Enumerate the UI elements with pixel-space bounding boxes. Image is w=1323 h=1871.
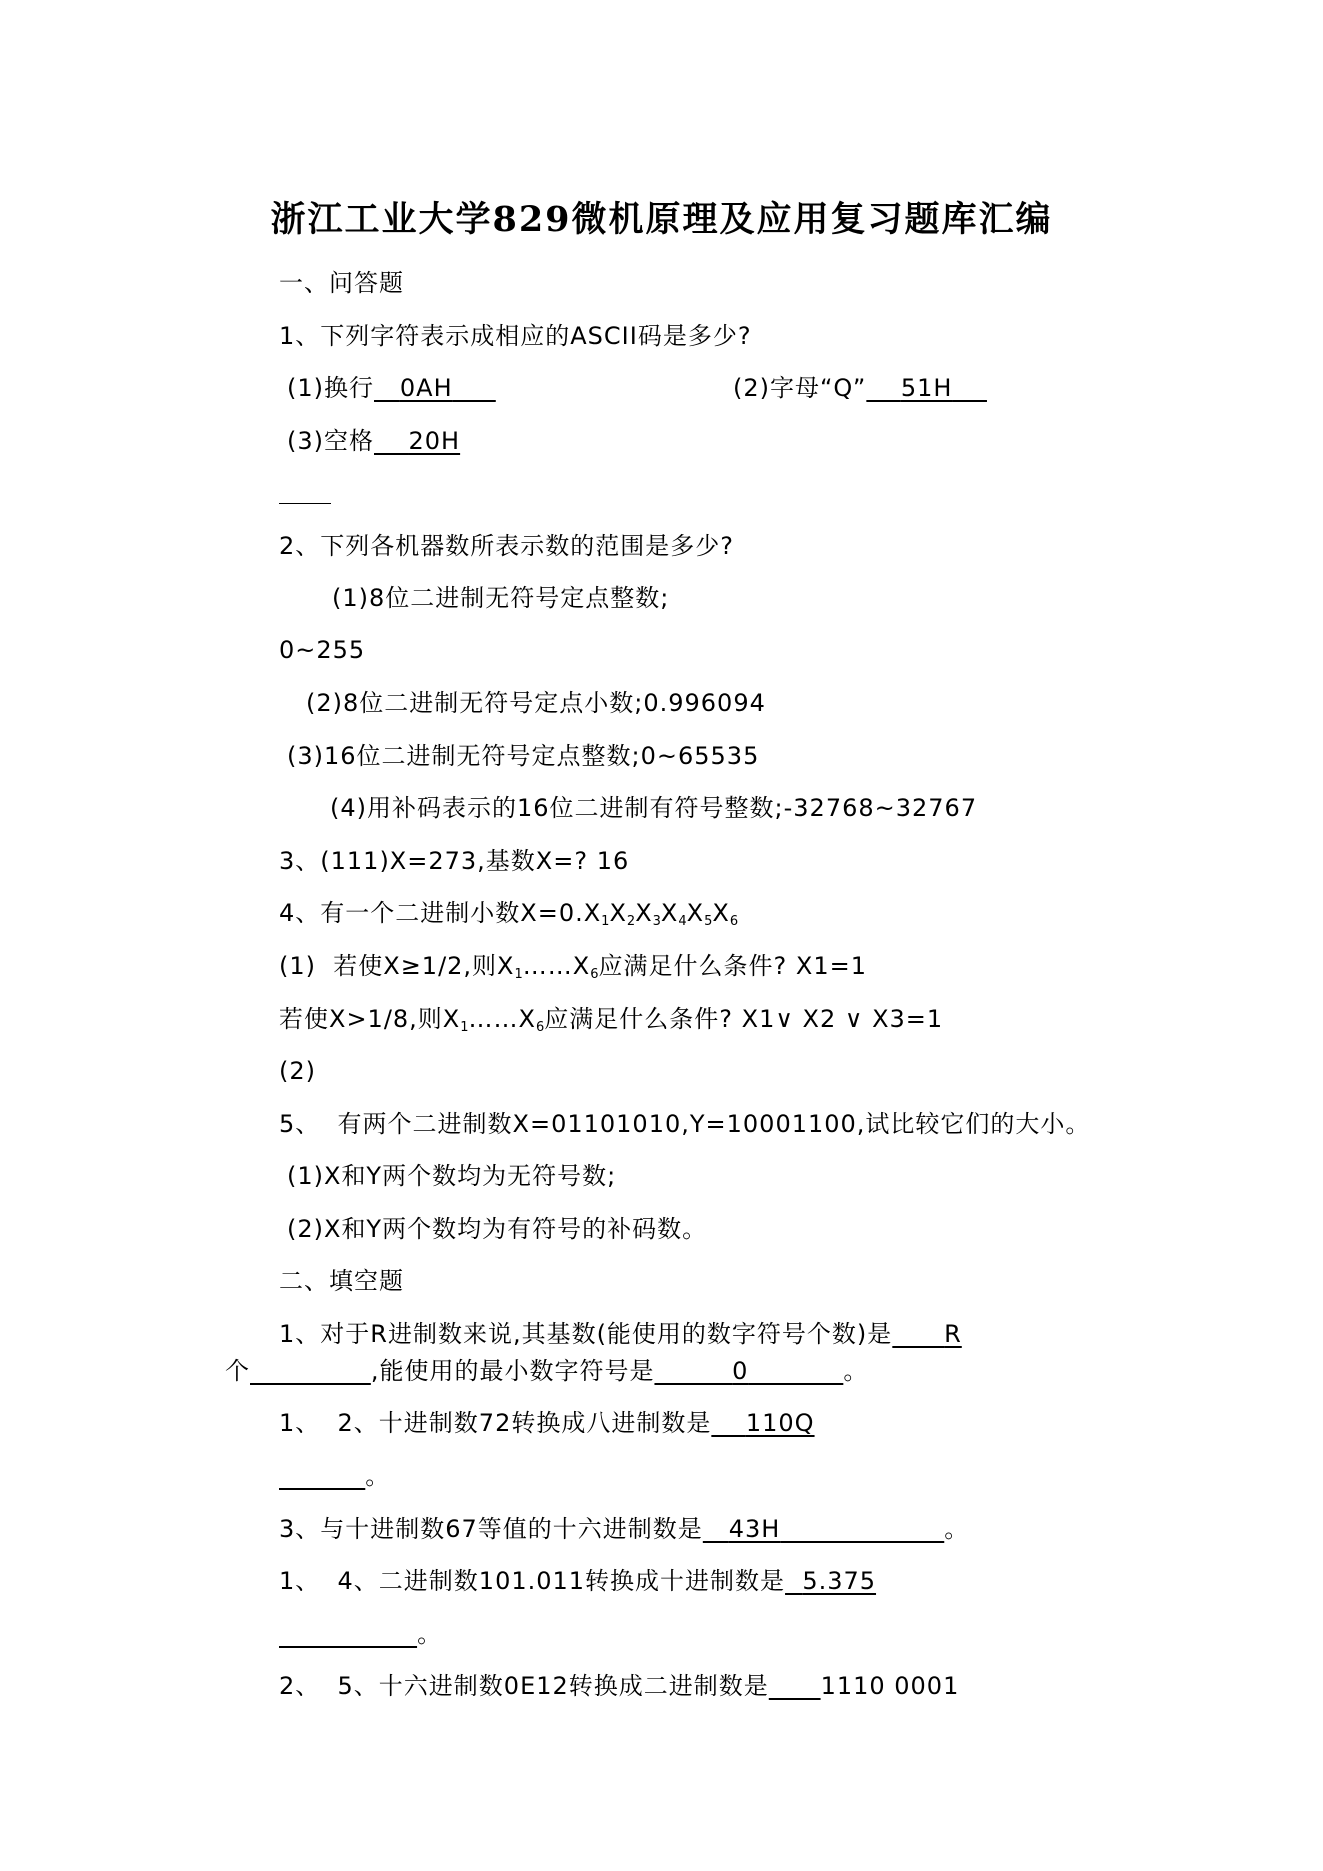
q1-part-b: [733, 373, 987, 403]
q5-stem: 5、 有两个二进制数X=01101010,Y=10001100,试比较它们的大小。: [279, 1110, 1091, 1138]
fill-q2-blank: [279, 1462, 365, 1490]
fill-q3-answer: 43H: [728, 1515, 781, 1543]
q1-part-a-label: (1)换行: [287, 374, 374, 402]
q2-part-d: (4)用补码表示的16位二进制有符号整数;-32768~32767: [330, 794, 978, 822]
q1-part-c-answer: 20H: [408, 427, 461, 455]
fill-q1-answer-1: R: [944, 1320, 962, 1348]
q4-part-1: (1) 若使X≥1/2,则$X_1\dots\dots X_6$应满足什么条件? X1=1: [279, 952, 867, 982]
q1-part-a-answer: 0AH: [399, 374, 453, 402]
q2-part-c: (3)16位二进制无符号定点整数;0~65535: [287, 742, 760, 770]
q3: 3、(111)X=273,基数X=? 16: [279, 847, 630, 875]
q4-part-3: (2): [279, 1057, 316, 1085]
section-heading-qa: 一、问答题: [279, 269, 404, 297]
q2-stem: 2、下列各机器数所表示数的范围是多少?: [279, 532, 735, 560]
q5-part-a: (1)X和Y两个数均为无符号数;: [287, 1162, 617, 1190]
fill-q5-answer: [769, 1672, 821, 1700]
q4-part-2: 若使X>1/8,则$X_1\dots\dots X_6$应满足什么条件? X1∨ X2 ∨ X3=1: [279, 1005, 944, 1035]
fill-q1-blank: [250, 1357, 371, 1385]
q2-part-b: (2)8位二进制无符号定点小数;0.996094: [306, 689, 766, 717]
fill-q5: 2、 5、十六进制数0E12转换成二进制数是 1110 0001: [279, 1672, 960, 1700]
answer-blank-line: [279, 503, 331, 504]
section-heading-fill-blank: 二、填空题: [279, 1267, 404, 1295]
fill-q4-tail: 。: [279, 1619, 442, 1649]
q1-part-b-label: (2)字母“Q”: [733, 374, 867, 402]
fill-q2: 1、 2、十进制数72转换成八进制数是 110Q: [279, 1409, 815, 1437]
fill-q4: 1、 4、二进制数101.011转换成十进制数是 5.375: [279, 1567, 877, 1595]
q1-part-a: [287, 373, 496, 403]
q1-part-c: [287, 426, 460, 456]
q1-stem: 1、下列字符表示成相应的ASCII码是多少?: [279, 322, 752, 350]
fill-q2-answer: 110Q: [745, 1409, 815, 1437]
q4-stem: 4、有一个二进制小数$X=0.X_1X_2X_3X_4X_5X_6$: [279, 899, 739, 929]
q2-part-a-answer: 0~255: [279, 636, 366, 664]
fill-q3: 3、与十进制数67等值的十六进制数是 43H 。: [279, 1515, 970, 1543]
document-title: 浙江工业大学829微机原理及应用复习题库汇编: [270, 199, 1053, 240]
q1-part-b-answer: 51H: [900, 374, 953, 402]
fill-q2-tail: 。: [279, 1461, 390, 1491]
fill-q1-answer-2: 0: [732, 1357, 749, 1385]
fill-q1-line1: 1、对于R进制数来说,其基数(能使用的数字符号个数)是 R: [279, 1320, 962, 1348]
fill-q1-line2: 个 ,能使用的最小数字符号是 0 。: [225, 1357, 869, 1385]
q2-part-a: (1)8位二进制无符号定点整数;: [332, 584, 670, 612]
fill-q4-answer: 5.375: [802, 1567, 877, 1595]
fill-q4-blank: [279, 1620, 417, 1648]
q1-part-c-label: (3)空格: [287, 427, 374, 455]
q5-part-b: (2)X和Y两个数均为有符号的补码数。: [287, 1215, 708, 1243]
